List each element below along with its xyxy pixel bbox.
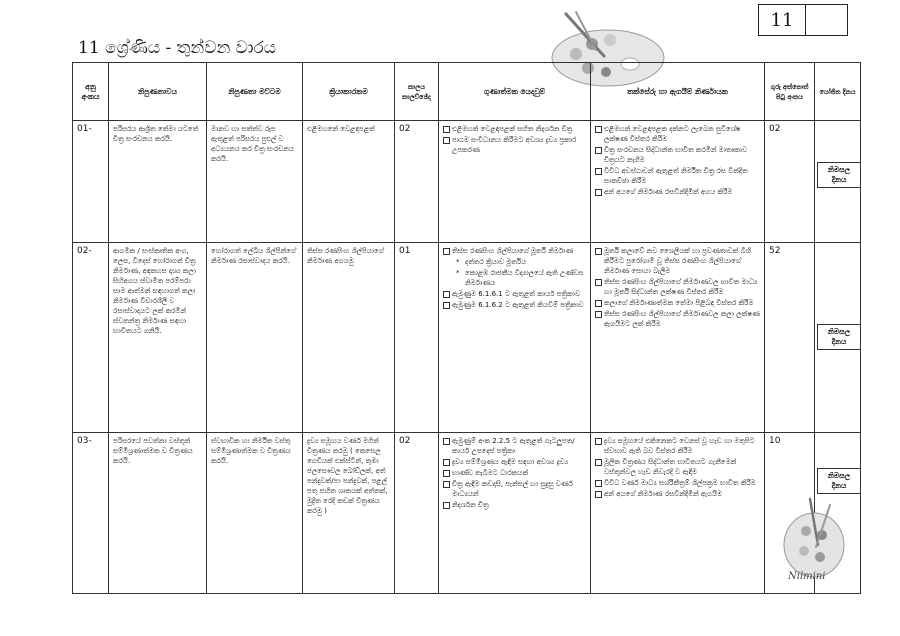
list-item: භාණ්ඩ තැබීමට ධාරකයක් bbox=[443, 468, 586, 478]
row-assessment bbox=[591, 243, 765, 433]
page-number-box bbox=[758, 4, 848, 36]
list-item: ඇමුණුම 6.1.6.2 ට ඇතුළත් කියවීම් පත්‍රිකාව bbox=[443, 300, 586, 310]
header-competency-level: නිපුණතා මට්ටම bbox=[207, 63, 303, 121]
lesson-plan-table bbox=[72, 62, 861, 594]
list-item: තිස්ස රණසිංහ ශිල්පියාගේ නිර්මාණවල භාවිත මාධ්‍ය හා මූර්ති සිද්ධාන්ත ලක්ෂණ විස්තර කිරීම bbox=[595, 277, 760, 297]
list-item: * කොළඹ රාජකීය විද්‍යාලයේ ඇති උණ්ඩස නිර්මාණය bbox=[443, 268, 586, 288]
list-item: චිත්‍ර සංරචනය සිද්ධාන්ත භාවිත කරමින් මාතෘකාව චිත්‍රයට නැගීම bbox=[595, 145, 760, 165]
list-item: අන් අයගේ නිර්මාණ රසවින්දීමින් අගය කිරීම bbox=[595, 187, 760, 197]
inputs-list bbox=[443, 246, 586, 310]
row-activity: ද්‍රව්‍ය සමූහය වර්ණ මගින් චිත්‍රණය කරමු ( කෙසෙල ගෙඩියක් එක්ස්ටීන්, තුඹා ජලසෞචල බෝඩ්ලක්, අත් පන්දුවක්/පා පන්දුවක්, පළල් පතු සහිත ශාකයක් අත්තක්, මුද්‍රිත රෙදි කඩක් චිත්‍රණය කරමු ) bbox=[303, 433, 395, 594]
row-quality-inputs bbox=[439, 121, 591, 243]
list-item: කලාගේ නිර්මාණාත්මක තේමා පිළිබඳ විස්තර කිරීම bbox=[595, 298, 760, 308]
row-teacher-guide-page: 02 bbox=[765, 121, 815, 243]
table-row bbox=[73, 121, 861, 243]
row-serial: 03- bbox=[73, 433, 109, 594]
header-activity: ක්‍රියාකාරකම bbox=[303, 63, 395, 121]
list-item: නිදර්ශන චිත්‍ර bbox=[443, 500, 586, 510]
row-quality-inputs bbox=[439, 243, 591, 433]
row-competency-level: මානව හා සත්ත්ව රූප ඇතුළත් පරිසරය පුළුල් ව අධ්‍යයනය කර චිත්‍ර සංරචනය කරයි. bbox=[207, 121, 303, 243]
list-item: අන් අයගේ නිර්මාණ රසවින්දීමින් ඇගයීම bbox=[595, 489, 760, 499]
list-item: එළිමහන් වෙළඳපළක දක්නට ලැබෙන සුවිශේෂ ලක්ෂණ විස්තර කිරීම bbox=[595, 124, 760, 144]
list-item: ඇමුණුම 6.1.6.1 ට ඇතුළත් කාර්ය පත්‍රිකාව bbox=[443, 289, 586, 299]
header-quality-inputs: ගුණාත්මක යෙදවුම් bbox=[439, 63, 591, 121]
suggested-date-box: නිමසල දිනය bbox=[817, 468, 861, 494]
list-item: මූර්ති කලාවේ නව ශෛලියක් හා ප්‍රවණතාවක් බිහි කිරීමට පුරෝගාමී වූ තිස්ස රණසිංහ ශිල්පියාගේ නිර්මාණ සොයා බැලීම bbox=[595, 246, 760, 276]
table-row bbox=[73, 243, 861, 433]
list-item: ද්‍රව්‍ය සම්මිශ්‍රණය ඇඳීම සඳහා අවශ්‍ය ද්‍රව්‍ය bbox=[443, 457, 586, 467]
row-periods: 02 bbox=[395, 433, 439, 594]
list-item: තිස්ස රණසිංහ ශිල්පියාගේ නිර්මාණවල කලා ලක්ෂණ ඇගයීමට ලක් කිරීම bbox=[595, 309, 760, 329]
row-competency: ආගමික / සංස්කෘතික අංග, ලෙස, විදෙස් හෝරාගත් චිත්‍ර නිර්මාණ, අඳකහස දෘශ්‍ය කලා සිහිඅගය ස්වාමිත පරම්පරා සාම ආත්මන් සඳහාගත් කලා නිර්මාණ විචාරශීලී ව රසාස්වාදයට ලක් කරමින් ස්වතන්ත්‍ර නිර්මාණ සඳහා භාවිතයට ගනියි. bbox=[109, 243, 207, 433]
row-competency-level: ස්වභාවික හා නිර්මිත වස්තු සම්මිශ්‍රණාත්මක ව චිත්‍රණය කරයි. bbox=[207, 433, 303, 594]
row-suggested-date bbox=[815, 121, 861, 243]
list-item: * දත්තර ක්‍රියාව මූර්තිය bbox=[443, 257, 586, 267]
list-item: චිත්‍ර ඇඳීම කඩදාසි, පැන්සල් හා සුදුසු වර්ණ මාධ්‍යයන් bbox=[443, 479, 586, 499]
row-serial: 02- bbox=[73, 243, 109, 433]
row-assessment bbox=[591, 433, 765, 594]
list-item: විවිධ අවස්ථාවන් ඇතුළත් නිර්මිත චිත්‍ර රස වින්දිත සාකච්ඡා කිරීම bbox=[595, 166, 760, 186]
row-activity: එළිමහනේ වෙළඳපළක් bbox=[303, 121, 395, 243]
suggested-date-box: නිමසල දිනය bbox=[817, 162, 861, 188]
header-assessment: තක්සේරු හා ඇගයීම් නිර්ණායක bbox=[591, 63, 765, 121]
page-number-blank bbox=[806, 5, 847, 35]
list-item: මූලික චිත්‍රණය සිද්ධාන්ත භාවිතයට ගැනීමෙන් වස්තූන්වල හැඩ නිවැරදි ව ඇඳීම bbox=[595, 457, 760, 477]
header-suggested-date: යෝජිත දිනය bbox=[815, 63, 861, 121]
row-periods: 01 bbox=[395, 243, 439, 433]
row-suggested-date bbox=[815, 243, 861, 433]
assessment-list bbox=[595, 124, 760, 197]
header-competency: නිපුණතාවය bbox=[109, 63, 207, 121]
list-item: පාඨම සංවිධානය කිරීමට අවශ්‍ය ද්‍රව්‍ය ප්‍රකාර උපකරණ bbox=[443, 135, 586, 155]
header-teacher-guide-page: ගුරු අත්පොත් පිටු අංකය bbox=[765, 63, 815, 121]
header-periods: කාලය කාලච්ඡේද bbox=[395, 63, 439, 121]
page-number: 11 bbox=[759, 5, 806, 35]
signature-text: Nilmini bbox=[788, 571, 826, 582]
paint-palette-signature-icon bbox=[770, 495, 860, 585]
row-activity: තිස්ස රණසිංහ ශිල්පියාගේ නිර්මාණ අගයමු bbox=[303, 243, 395, 433]
table-row bbox=[73, 433, 861, 594]
table-header-row bbox=[73, 63, 861, 121]
row-assessment bbox=[591, 121, 765, 243]
list-item: ද්‍රව්‍ය සමූහයේ එකිනෙකට වෙනස් වූ හැඩ හා මතුපිට ස්වභාව ඇති බව විස්තර කිරීම bbox=[595, 436, 760, 456]
inputs-list bbox=[443, 124, 586, 155]
header-serial: අනු අංකය bbox=[73, 63, 109, 121]
list-item: ඇමුණුම් අංක 2.2.5 ට ඇතුළත් ගැටලුපත/ කාර්ය උපදෙස් පත්‍රිකා bbox=[443, 436, 586, 456]
row-competency: පරිසරයේ පවත්නා වස්තූන් සම්මිශ්‍රණාත්මක ව චිත්‍රණය කරයි. bbox=[109, 433, 207, 594]
inputs-list bbox=[443, 436, 586, 510]
assessment-list bbox=[595, 246, 760, 329]
list-item: විවිධ වර්ණ මාධ්‍ය සශ්රීකීත්‍රම් ශිල්පක්‍රම භාවිත කිරීම bbox=[595, 478, 760, 488]
row-competency-level: හෝරාගත් ලේඛිය ශිල්පීන්ගේ නිර්මාණ රසාස්වාදය කරයි. bbox=[207, 243, 303, 433]
row-serial: 01- bbox=[73, 121, 109, 243]
suggested-date-box: නිමසල දිනය bbox=[817, 324, 861, 350]
row-quality-inputs bbox=[439, 433, 591, 594]
row-periods: 02 bbox=[395, 121, 439, 243]
assessment-list bbox=[595, 436, 760, 499]
row-teacher-guide-page: 52 bbox=[765, 243, 815, 433]
row-competency: පරිසරය ආශ්‍රිත තේමා යටතේ චිත්‍ර සංරචනය කරයි. bbox=[109, 121, 207, 243]
list-item: එළිමහන් වෙළඳපළක් සහිත නිදර්ශන චිත්‍ර bbox=[443, 124, 586, 134]
page-title: 11 ශ්‍රේණිය - තුන්වන වාරය bbox=[78, 38, 276, 58]
row-teacher-guide-page: 10 bbox=[765, 433, 815, 594]
list-item: තිස්ස රණසිංහ ශිල්පියාගේ මූර්ති නිර්මාණ bbox=[443, 246, 586, 256]
